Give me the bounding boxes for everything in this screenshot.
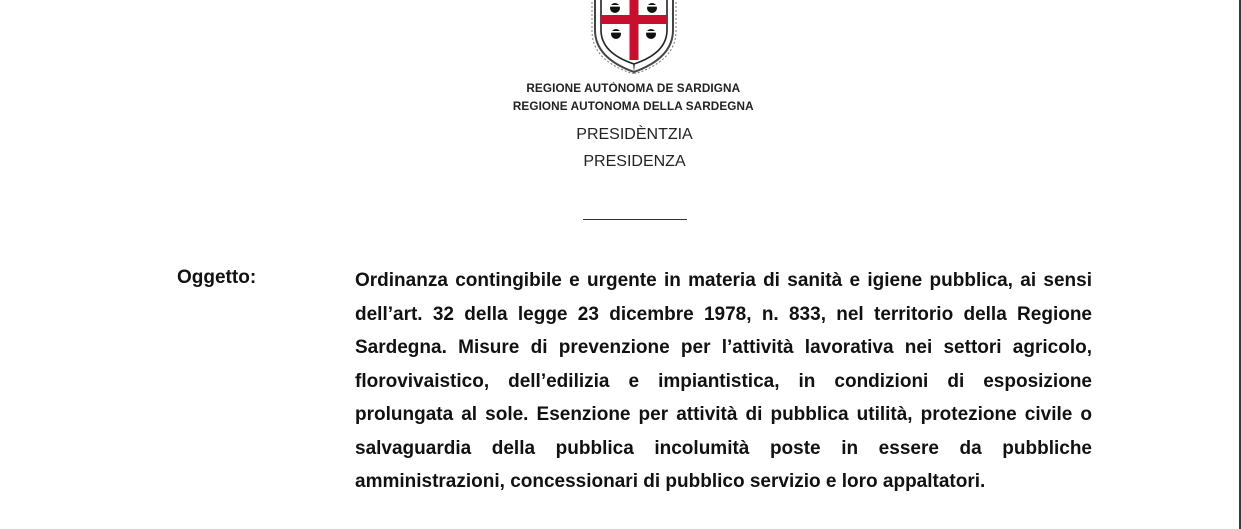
subject-text: Ordinanza contingibile e urgente in materia di sanità e igiene pubblica, ai sensi dell’art. 32 della legge 23 dicembre 1978, n. 833, nel territorio della Regione Sardegna. Misure di prevenzione per l’attività lavorativa nei settori agricolo, florovivaistico, dell’edilizia e impiantistica, in condizioni di esposizione prolungata al sole. Esenzione per attività di pubblica utilità, protezione civile o salvaguardia della pubblica incolumità poste in essere da pubbliche amministrazioni, concessionari di pubblico servizio e loro appaltatori. [355,270,1092,492]
org-name-italian: REGIONE AUTONOMA DELLA SARDEGNA [512,101,754,113]
subject-label: Oggetto: [177,267,257,288]
department-sardinian: PRESIDÈNTZIA [576,126,693,143]
department-italian: PRESIDENZA [583,153,686,170]
header-divider [583,219,687,220]
org-name-sardinian: REGIONE AUTÒNOMA DE SARDIGNA [526,83,741,95]
regional-coat-of-arms-icon [589,0,679,74]
